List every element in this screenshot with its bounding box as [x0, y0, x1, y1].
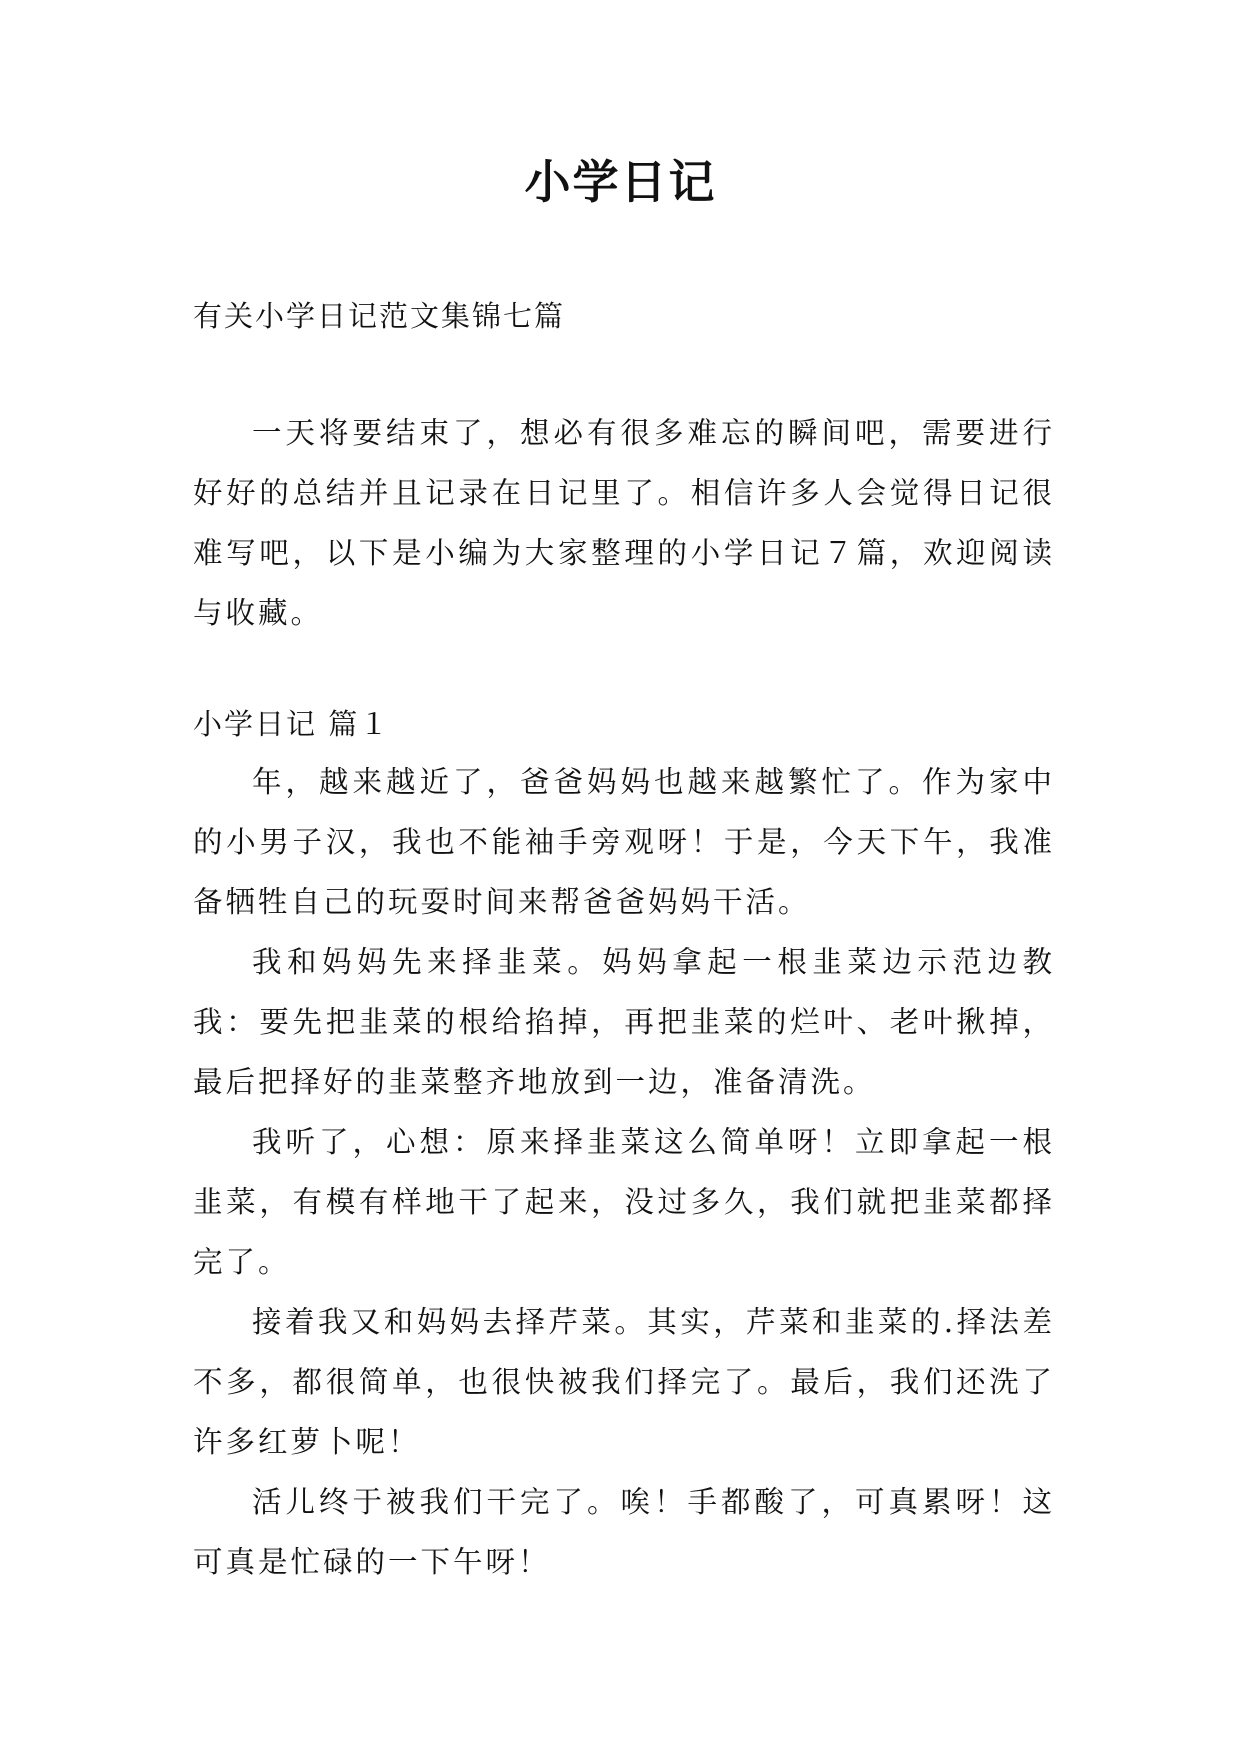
section-heading: 小学日记 篇１ — [193, 707, 391, 741]
body-paragraph: 我听了，心想：原来择韭菜这么简单呀！立即拿起一根韭菜，有模有样地干了起来，没过多久，我们就把韭菜都择完了。 — [193, 1125, 1055, 1279]
body-paragraph: 活儿终于被我们干完了。唉！手都酸了，可真累呀！这可真是忙碌的一下午呀！ — [193, 1485, 1055, 1579]
document-title: 小学日记 — [524, 155, 717, 209]
document-subtitle: 有关小学日记范文集锦七篇 — [193, 299, 566, 333]
body-paragraph: 接着我又和妈妈去择芹菜。其实，芹菜和韭菜的.择法差不多，都很简单，也很快被我们择完了。最后，我们还洗了许多红萝卜呢！ — [193, 1305, 1055, 1459]
body-paragraph: 我和妈妈先来择韭菜。妈妈拿起一根韭菜边示范边教我：要先把韭菜的根给掐掉，再把韭菜的烂叶、老叶揪掉，最后把择好的韭菜整齐地放到一边，准备清洗。 — [193, 945, 1055, 1099]
body-paragraph: 年，越来越近了，爸爸妈妈也越来越繁忙了。作为家中的小男子汉，我也不能袖手旁观呀！于是，今天下午，我准备牺牲自己的玩耍时间来帮爸爸妈妈干活。 — [193, 765, 1055, 919]
intro-paragraph: 一天将要结束了，想必有很多难忘的瞬间吧，需要进行好好的总结并且记录在日记里了。相信许多人会觉得日记很难写吧，以下是小编为大家整理的小学日记７篇，欢迎阅读与收藏。 — [193, 416, 1055, 630]
